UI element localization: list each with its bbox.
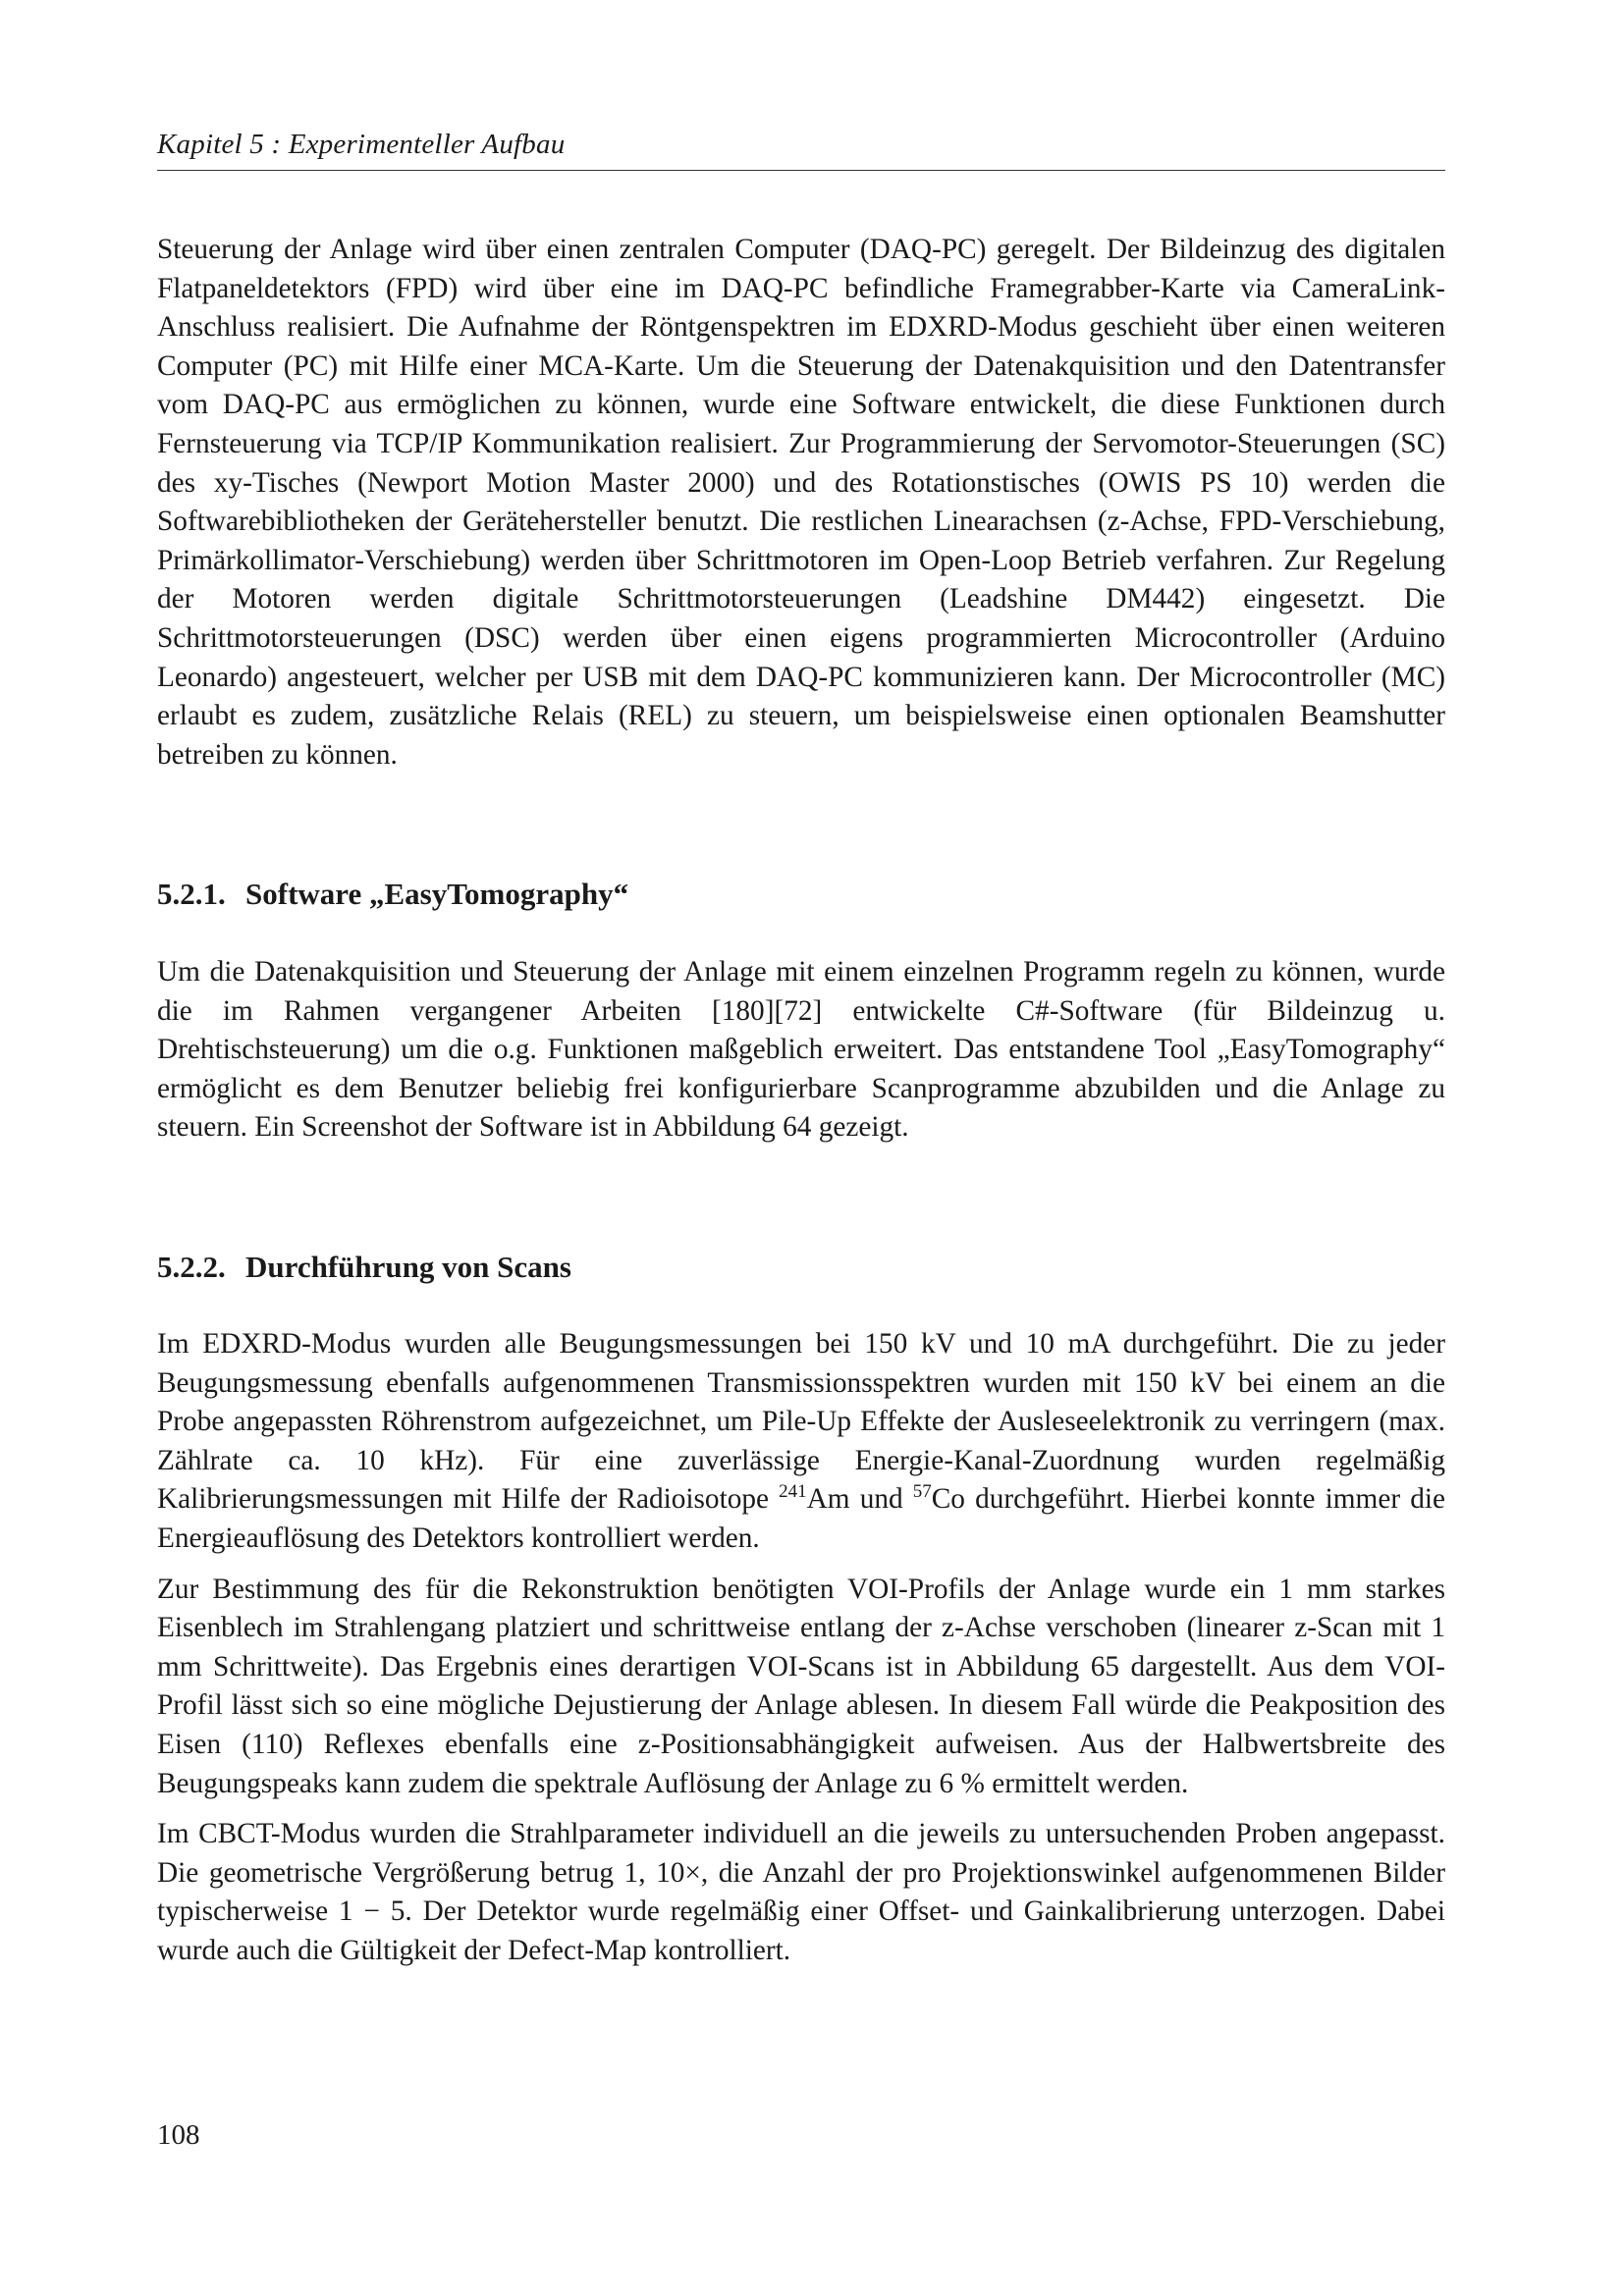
isotope-mass-co: 57 bbox=[912, 1481, 932, 1503]
section-heading-scans bbox=[157, 1250, 1445, 1285]
intro-section bbox=[157, 231, 1445, 786]
scans-text-a: Im EDXRD-Modus wurden alle Beugungsmessungen bei 150 kV und 10 mA durchgeführt. Die zu jeder Beugungsmessung ebenfalls aufgenommenen Transmissionsspektren wurden mit 150 kV bei einem an die Probe angepassten Röhrenstrom aufgezeichnet, um Pile-Up Effekte der Ausleseelektronik zu verringern (max. Zählrate ca. 10 kHz). Für eine zuverlässige Energie-Kanal-Zuordnung wurden regelmäßig Kalibrierungsmessungen mit Hilfe der Radioisotope bbox=[157, 1328, 1445, 1516]
section-number: 5.2.2. bbox=[157, 1250, 226, 1284]
scans-paragraph-3: Im CBCT-Modus wurden die Strahlparameter individuell an die jeweils zu untersuchenden Proben angepasst. Die geometrische Vergrößerung betrug 1, 10×, die Anzahl der pro Projektionswinkel aufgenommenen Bilder typischerweise 1 − 5. Der Detektor wurde regelmäßig einer Offset- und Gainkalibrierung unterzogen. Dabei wurde auch die Gültigkeit der Defect-Map kontrolliert. bbox=[157, 1818, 1445, 1966]
section-number: 5.2.1. bbox=[157, 877, 226, 911]
scans-text-b: und bbox=[849, 1483, 913, 1516]
running-header: Kapitel 5 : Experimenteller Aufbau bbox=[157, 129, 566, 160]
software-section bbox=[157, 953, 1445, 1159]
isotope-symbol-co: Co bbox=[931, 1483, 965, 1516]
page-number: 108 bbox=[157, 2119, 200, 2151]
scans-paragraph-2: Zur Bestimmung des für die Rekonstruktion benötigten VOI-Profils der Anlage wurde ein 1 mm starkes Eisenblech im Strahlengang platziert und schrittweise entlang der z-Achse verschoben (linearer z-Scan mit 1 mm Schrittweite). Das Ergebnis eines derartigen VOI-Scans ist in Abbildung 65 dargestellt. Aus dem VOI-Profil lässt sich so eine mögliche Dejustierung der Anlage ablesen. In diesem Fall würde die Peakposition des Eisen (110) Reflexes ebenfalls eine z-Positionsabhängigkeit aufweisen. Aus der Halbwertsbreite des Beugungspeaks kann zudem die spektrale Auflösung der Anlage zu 6 % ermittelt werden. bbox=[157, 1573, 1445, 1799]
scans-section bbox=[157, 1325, 1445, 1983]
isotope-symbol-am: Am bbox=[806, 1483, 850, 1516]
section-title: Durchführung von Scans bbox=[245, 1250, 571, 1284]
header-rule bbox=[157, 170, 1445, 171]
section-heading-software bbox=[157, 877, 1445, 912]
scans-text-c: durchgeführt. Hierbei konnte immer die Energieauflösung des Detektors kontrolliert werden. bbox=[157, 1483, 1445, 1554]
isotope-mass-am: 241 bbox=[779, 1481, 807, 1503]
section-title: Software „EasyTomography“ bbox=[245, 877, 629, 911]
intro-paragraph: Steuerung der Anlage wird über einen zentralen Computer (DAQ-PC) geregelt. Der Bildeinzug des digitalen Flatpaneldetektors (FPD) wird über eine im DAQ-PC befindliche Framegrabber-Karte via CameraLink-Anschluss realisiert. Die Aufnahme der Röntgenspektren im EDXRD-Modus geschieht über einen weiteren Computer (PC) mit Hilfe einer MCA-Karte. Um die Steuerung der Datenakquisition und den Datentransfer vom DAQ-PC aus ermöglichen zu können, wurde eine Software entwickelt, die diese Funktionen durch Fernsteuerung via TCP/IP Kommunikation realisiert. Zur Programmierung der Servomotor-Steuerungen (SC) des xy-Tisches (Newport Motion Master 2000) und des Rotationstisches (OWIS PS 10) werden die Softwarebibliotheken der Gerätehersteller benutzt. Die restlichen Linearachsen (z-Achse, FPD-Verschiebung, Primärkollimator-Verschiebung) werden über Schrittmotoren im Open-Loop Betrieb verfahren. Zur Regelung der Motoren werden digitale Schrittmotorsteuerungen (Leadshine DM442) eingesetzt. Die Schrittmotorsteuerungen (DSC) werden über einen eigens programmierten Microcontroller (Arduino Leonardo) angesteuert, welcher per USB mit dem DAQ-PC kommunizieren kann. Der Microcontroller (MC) erlaubt es zudem, zusätzliche Relais (REL) zu steuern, um beispielsweise einen optionalen Beamshutter betreiben zu können. bbox=[157, 234, 1445, 771]
software-paragraph: Um die Datenakquisition und Steuerung der Anlage mit einem einzelnen Programm regeln zu können, wurde die im Rahmen vergangener Arbeiten [180][72] entwickelte C#-Software (für Bildeinzug u. Drehtischsteuerung) um die o.g. Funktionen maßgeblich erweitert. Das entstandene Tool „EasyTomography“ ermöglicht es dem Benutzer beliebig frei konfigurierbare Scanprogramme abzubilden und die Anlage zu steuern. Ein Screenshot der Software ist in Abbildung 64 gezeigt. bbox=[157, 956, 1445, 1144]
scans-paragraph-1 bbox=[157, 1325, 1445, 1559]
